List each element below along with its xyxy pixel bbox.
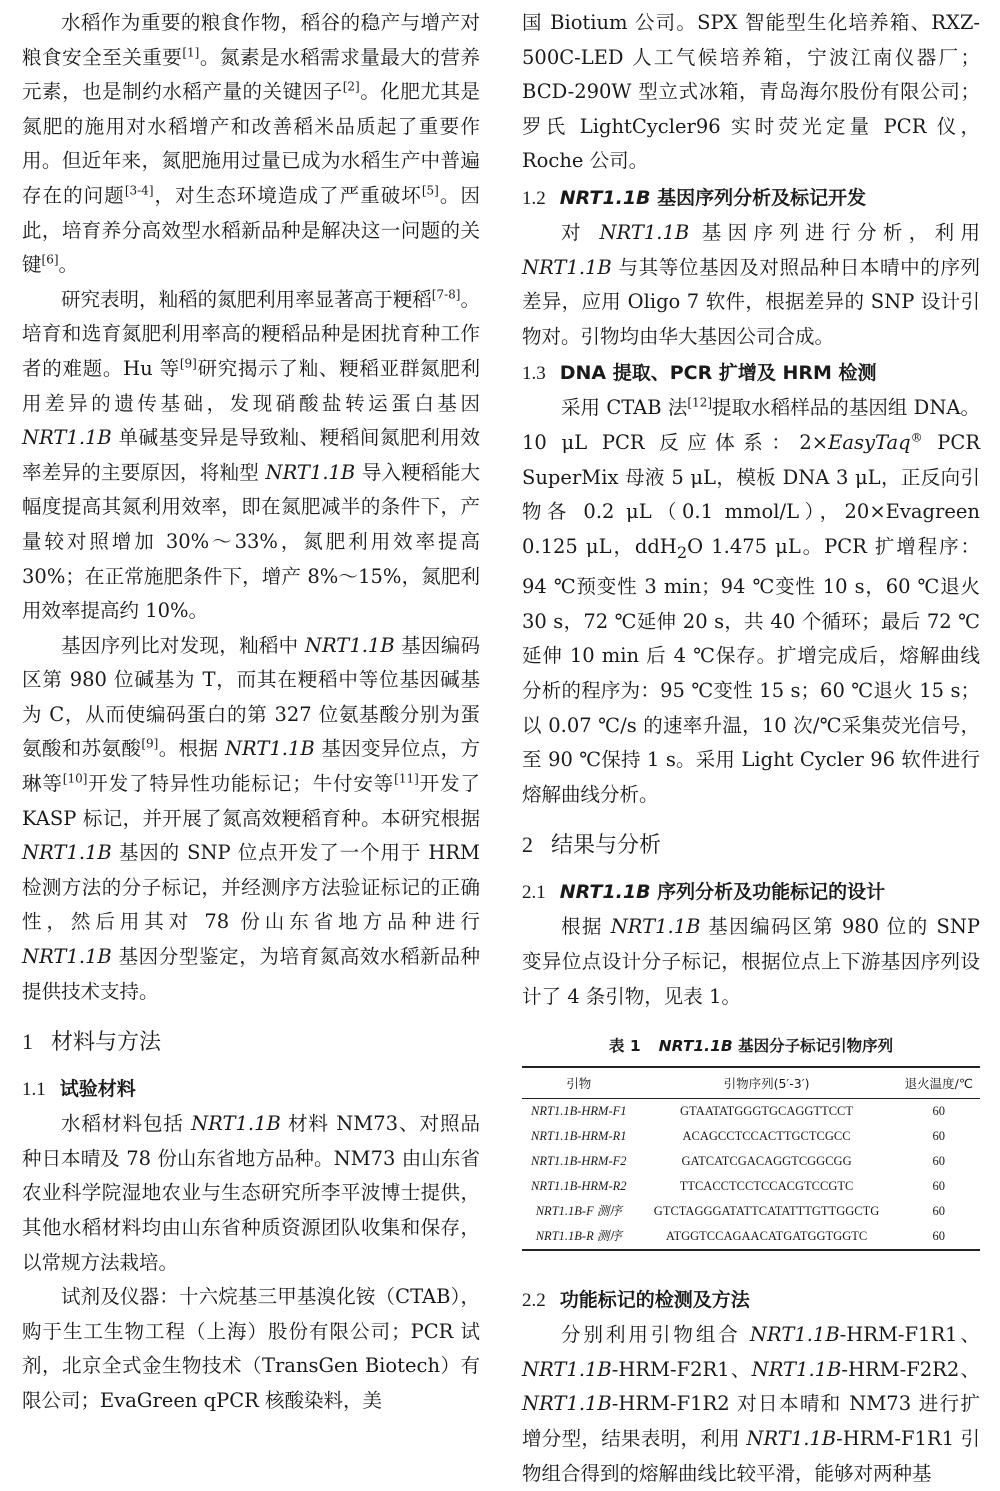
primer-name: NRT1.1B-HRM-R1 bbox=[531, 1129, 627, 1144]
paragraph-pcr-method: 采用 CTAB 法[12]提取水稻样品的基因组 DNA。10 μL PCR 反应体系：2×EasyTaq® PCR SuperMix 母液 5 μL，模板 DNA 3 μL，正反向引物各 0.2 μL（0.1 mmol/L），20×Evagreen 0.125 μL，ddH$_2$O 1.475 μL。PCR 扩增程序：94 ℃预变性 3 min；94 ℃变性 10 s，60 ℃退火 30 s，72 ℃延伸 20 s，共 40 个循环；最后 72 ℃延伸 10 min 后 4 ℃保存。扩增完成后，熔解曲线分析的程序为：95 ℃变性 15 s；60 ℃退火 15 s；以 0.07 ℃/s 的速率升温，10 次/℃采集荧光信号，至 90 ℃保持 1 s。采用 Light Cycler 96 软件进行熔解曲线分析。 bbox=[522, 395, 981, 806]
gene-name: NRT1.1B bbox=[522, 1392, 612, 1416]
citation: [6] bbox=[41, 252, 59, 267]
paragraph-materials: 水稻材料包括 NRT1.1B 材料 NM73、对照品种日本晴及 78 份山东省地方品种。NM73 由山东省农业科学院湿地农业与生态研究所李平波博士提供，其他水稻材料均由山东省种质资源团队收集和保存，以常规方法栽培。 bbox=[22, 1112, 480, 1274]
paragraph-reagents: 试剂及仪器：十六烷基三甲基溴化铵（CTAB），购于生工生物工程（上海）股份有限公司；PCR 试剂，北京全式金生物技术（TransGen Biotech）有限公司；EvaGreen qPCR 核酸染料，美 bbox=[22, 1285, 480, 1412]
right-column bbox=[522, 6, 980, 1491]
primer-sequence: ATGGTCCAGAACATGATGGTGGTC bbox=[636, 1224, 898, 1250]
primer-table bbox=[522, 1066, 980, 1251]
section-heading-1-1: 1.1 试验材料 bbox=[22, 1078, 136, 1101]
paragraph-sequence-analysis: 对 NRT1.1B 基因序列进行分析，利用 NRT1.1B 与其等位基因及对照品种日本晴中的序列差异，应用 Oligo 7 软件，根据差异的 SNP 设计引物对。引物均由华大基因公司合成。 bbox=[522, 220, 981, 348]
citation: [9] bbox=[141, 736, 159, 751]
section-heading-1-2: 1.2 NRT1.1B 基因序列分析及标记开发 bbox=[522, 186, 867, 209]
column-header-temperature: 退火温度/℃ bbox=[898, 1067, 981, 1099]
annealing-temperature: 60 bbox=[932, 1129, 945, 1144]
primer-name: NRT1.1B-HRM-F1 bbox=[531, 1104, 627, 1119]
primer-sequence: GATCATCGACAGGTCGGCGG bbox=[681, 1154, 852, 1169]
table-row bbox=[522, 1199, 980, 1224]
annealing-temperature: 60 bbox=[898, 1224, 981, 1250]
paragraph-instruments: 国 Biotium 公司。SPX 智能型生化培养箱、RXZ-500C-LED 人工气候培养箱，宁波江南仪器厂；BCD-290W 型立式冰箱，青岛海尔股份有限公司；罗氏 LightCycler96 实时荧光定量 PCR 仪，Roche 公司。 bbox=[522, 11, 980, 173]
paragraph-marker-detection: 分别利用引物组合 NRT1.1B-HRM-F1R1、NRT1.1B-HRM-F2R1、NRT1.1B-HRM-F2R2、NRT1.1B-HRM-F1R2 对日本晴和 NM73 进行扩增分型，结果表明，利用 NRT1.1B-HRM-F1R1 引物组合得到的熔解曲线比较平滑，能够对两种基 bbox=[522, 1323, 981, 1485]
paragraph-intro-3: 基因序列比对发现，籼稻中 NRT1.1B 基因编码区第 980 位碱基为 T，而其在粳稻中等位基因碱基为 C，从而使编码蛋白的第 327 位氨基酸分别为蛋氨酸和苏氨酸[9]。根据 NRT1.1B 基因变异位点，方琳等[10]开发了特异性功能标记；牛付安等[11]开发了 KASP 标记，并开展了氮高效粳稻育种。本研究根据 NRT1.1B 基因的 SNP 位点开发了一个用于 HRM 检测方法的分子标记，并经测序方法验证标记的正确性，然后用其对 78 份山东省地方品种进行 NRT1.1B 基因分型鉴定，为培育氮高效水稻新品种提供技术支持。 bbox=[22, 633, 481, 1003]
primer-name: NRT1.1B-R 测序 bbox=[522, 1224, 636, 1250]
primer-name: NRT1.1B-HRM-R2 bbox=[531, 1179, 627, 1194]
section-heading-2-2: 2.2 功能标记的检测及方法 bbox=[522, 1289, 750, 1312]
subscript: 2 bbox=[676, 542, 688, 562]
table-row bbox=[522, 1149, 980, 1174]
citation: [5] bbox=[421, 183, 439, 198]
table-row bbox=[522, 1174, 980, 1199]
table-caption: 表 1 NRT1.1B 基因分子标记引物序列 bbox=[608, 1037, 894, 1056]
gene-name: NRT1.1B bbox=[265, 460, 356, 484]
gene-name: NRT1.1B bbox=[610, 915, 701, 939]
left-column bbox=[22, 6, 480, 1419]
section-heading-1-3: 1.3 DNA 提取、PCR 扩增及 HRM 检测 bbox=[522, 362, 877, 385]
gene-name: NRT1.1B bbox=[522, 255, 612, 279]
section-heading-2-1: 2.1 NRT1.1B 序列分析及功能标记的设计 bbox=[522, 881, 886, 904]
gene-name: NRT1.1B bbox=[522, 1357, 612, 1381]
citation: [7-8] bbox=[431, 287, 461, 302]
primer-name: NRT1.1B-F 测序 bbox=[535, 1204, 622, 1219]
primer-name: NRT1.1B-HRM-F2 bbox=[531, 1154, 627, 1169]
column-header-sequence: 引物序列(5′-3′) bbox=[636, 1067, 898, 1099]
paragraph-intro-2: 研究表明，籼稻的氮肥利用率显著高于粳稻[7-8]。培育和选育氮肥利用率高的粳稻品种是困扰育种工作者的难题。Hu 等[9]研究揭示了籼、粳稻亚群氮肥利用差异的遗传基础，发现硝酸盐转运蛋白基因 NRT1.1B 单碱基变异是导致籼、粳稻间氮肥利用效率差异的主要原因，将籼型 NRT1.1B 导入粳稻能大幅度提高其氮利用效率，即在氮肥减半的条件下，产量较对照增加 30%～33%，氮肥利用效率提高 30%；在正常施肥条件下，增产 8%～15%，氮肥利用效率提高约 10%。 bbox=[22, 287, 480, 623]
spacer bbox=[522, 1251, 980, 1281]
table-1 bbox=[522, 1034, 980, 1251]
primer-sequence: TTCACCTCCTCCACGTCCGTC bbox=[679, 1179, 854, 1194]
gene-name: NRT1.1B bbox=[22, 841, 112, 865]
reagent-name: EasyTaq bbox=[828, 430, 911, 454]
citation: [3-4] bbox=[124, 183, 154, 198]
table-header-row bbox=[522, 1067, 980, 1099]
citation: [10] bbox=[62, 771, 88, 786]
gene-name: NRT1.1B bbox=[304, 633, 395, 657]
citation: [12] bbox=[687, 395, 713, 410]
citation: [2] bbox=[342, 79, 360, 94]
registered-mark: ® bbox=[910, 430, 923, 445]
gene-name: NRT1.1B bbox=[22, 945, 112, 969]
gene-name: NRT1.1B bbox=[224, 737, 315, 761]
primer-sequence: GTAATATGGGTGCAGGTTCCT bbox=[680, 1104, 854, 1119]
gene-name: NRT1.1B bbox=[191, 1112, 281, 1136]
citation: [9] bbox=[179, 356, 197, 371]
table-row bbox=[522, 1224, 980, 1250]
table-row bbox=[522, 1124, 980, 1149]
annealing-temperature: 60 bbox=[932, 1204, 945, 1219]
annealing-temperature: 60 bbox=[932, 1179, 945, 1194]
annealing-temperature: 60 bbox=[932, 1154, 945, 1169]
gene-name: NRT1.1B bbox=[22, 426, 112, 450]
gene-name: NRT1.1B bbox=[751, 1357, 842, 1381]
table-row bbox=[522, 1099, 980, 1125]
section-heading-2: 2 结果与分析 bbox=[522, 832, 662, 859]
annealing-temperature: 60 bbox=[932, 1104, 945, 1119]
gene-name: NRT1.1B bbox=[746, 1426, 837, 1450]
primer-sequence: GTCTAGGGATATTCATATTTGTTGGCTG bbox=[653, 1204, 880, 1219]
primer-sequence: ACAGCCTCCACTTGCTCGCC bbox=[682, 1129, 851, 1144]
section-heading-1: 1 材料与方法 bbox=[22, 1029, 162, 1056]
gene-name: NRT1.1B bbox=[599, 220, 690, 244]
paragraph-intro-1: 水稻作为重要的粮食作物，稻谷的稳产与增产对粮食安全至关重要[1]。氮素是水稻需求量最大的营养元素，也是制约水稻产量的关键因子[2]。化肥尤其是氮肥的施用对水稻增产和改善稻米品质起了重要作用。但近年来，氮肥施用过量已成为水稻生产中普遍存在的问题[3-4]，对生态环境造成了严重破坏[5]。因此，培育养分高效型水稻新品种是解决这一问题的关键[6]。 bbox=[22, 11, 480, 277]
citation: [1] bbox=[182, 45, 200, 60]
paragraph-marker-design: 根据 NRT1.1B 基因编码区第 980 位的 SNP 变异位点设计分子标记，根据位点上下游基因序列设计了 4 条引物，见表 1。 bbox=[522, 915, 980, 1008]
column-header-primer: 引物 bbox=[522, 1067, 636, 1099]
citation: [11] bbox=[394, 771, 419, 786]
gene-name: NRT1.1B bbox=[749, 1323, 840, 1347]
